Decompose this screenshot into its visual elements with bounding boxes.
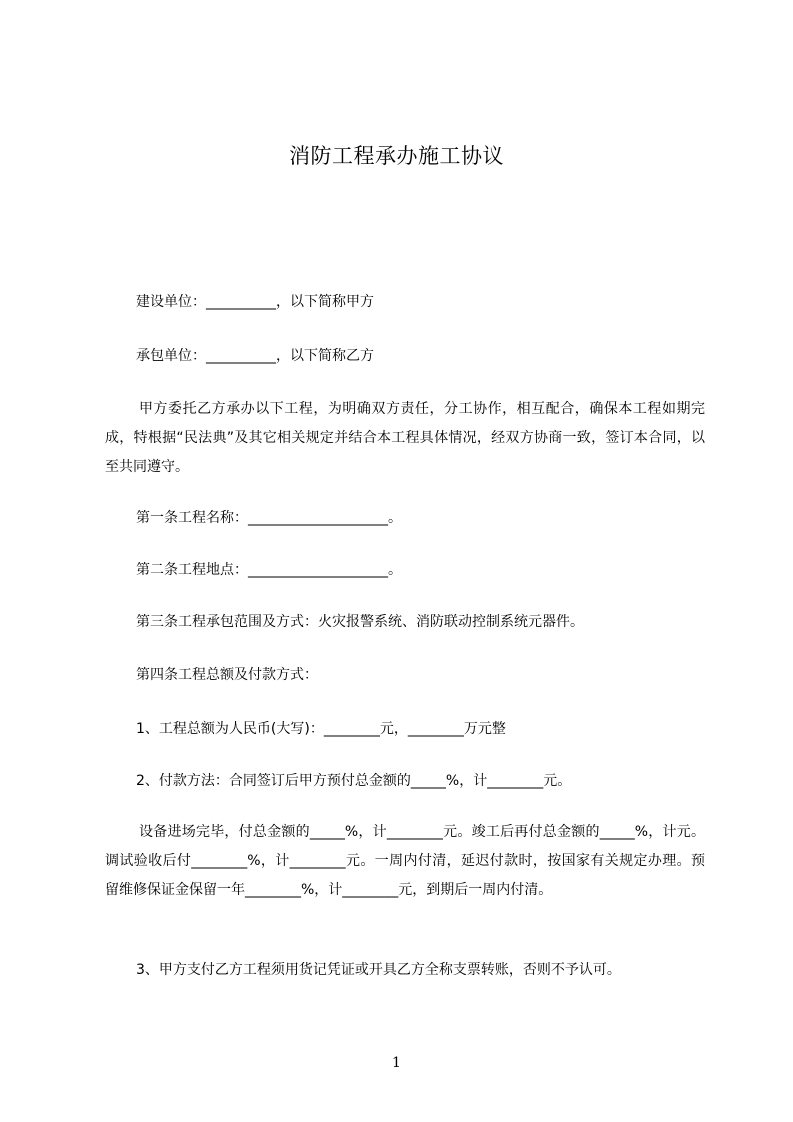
payment-item-1: 1、工程总额为人民币(大写)：________元，________万元整 [136, 721, 506, 737]
article-2-project-location: 第二条工程地点：____________________。 [136, 562, 402, 578]
payment-item-3: 3、甲方支付乙方工程须用货记凭证或开具乙方全称支票转账，否则不予认可。 [136, 962, 621, 978]
party-b-line: 承包单位：__________，以下简称乙方 [136, 348, 374, 364]
payment-item-2: 2、付款方法：合同签订后甲方预付总金额的_____%，计________元。 [136, 773, 572, 789]
payment-detail-paragraph: 设备进场完毕，付总金额的_____%，计________元。竣工后再付总金额的_____%，计元。调试验收后付________%，计________元。一周内付清，延迟付款时，按国家有关规定办理。预留维修保证金保留一年________%，计________元，到期后一周内付清。 [105, 824, 705, 898]
party-a-line: 建设单位：__________，以下简称甲方 [136, 294, 374, 310]
article-1-project-name: 第一条工程名称：____________________。 [136, 510, 402, 526]
preamble-paragraph: 甲方委托乙方承办以下工程，为明确双方责任，分工协作，相互配合，确保本工程如期完成，特根据“民法典”及其它相关规定并结合本工程具体情况，经双方协商一致，签订本合同，以至共同遵守。 [105, 401, 705, 475]
article-3-scope: 第三条工程承包范围及方式：火灾报警系统、消防联动控制系统元器件。 [136, 614, 584, 630]
document-title: 消防工程承办施工协议 [289, 144, 504, 168]
page-number: 1 [392, 1055, 401, 1071]
article-4-payment-heading: 第四条工程总额及付款方式： [136, 667, 318, 683]
